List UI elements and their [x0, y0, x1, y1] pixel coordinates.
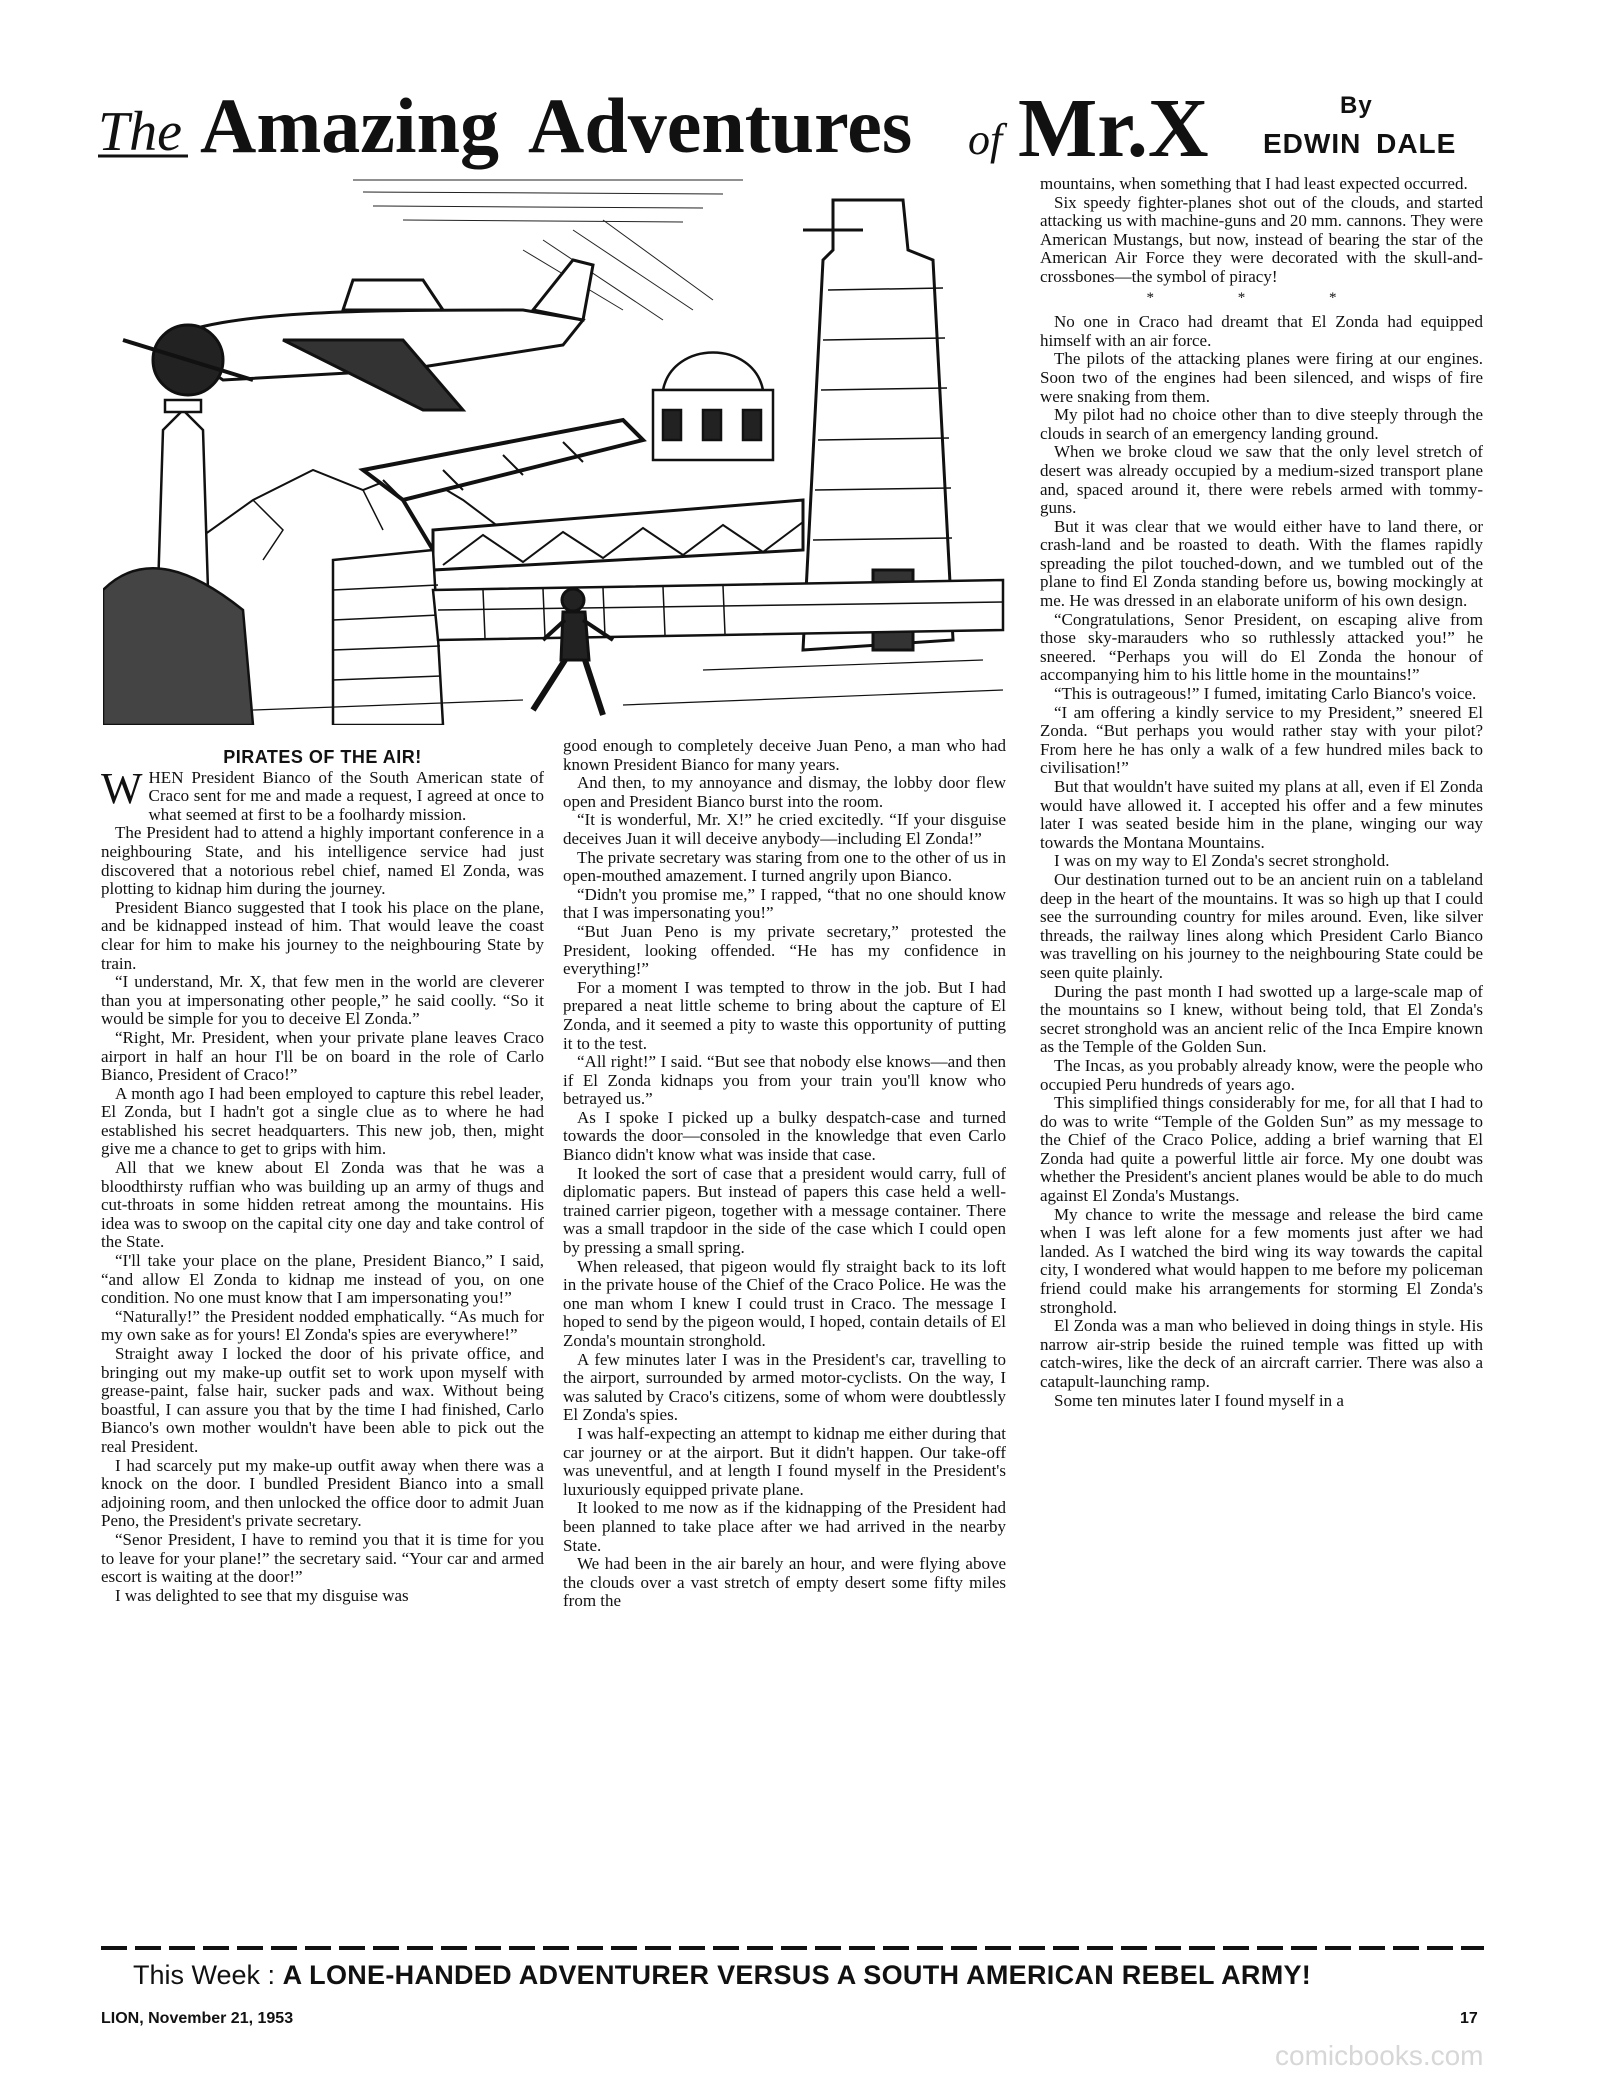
paragraph: I was delighted to see that my disguise was	[115, 1585, 409, 1605]
issue-date: LION, November 21, 1953	[101, 2010, 294, 2027]
paragraph: My chance to write the message and release the bird came when I was left alone for a few moments just after we had landed. As I watched the bird wing its way towards the capital city, I wondered what would happen to me before my policeman friend could make his arrangements for storming El Zonda's stronghold.	[1040, 1204, 1483, 1317]
paragraph: “But Juan Peno is my private secretary,” protested the President, looking offended. “He has my confidence in everything!”	[563, 921, 1006, 979]
paragraph: All that we knew about El Zonda was that he was a bloodthirsty ruffian who was building up an army of thugs and cut-throats in some hidden retreat among the mountains. His idea was to swoop on the capital city one day and take control of the State.	[101, 1158, 544, 1252]
title-lettering-art	[98, 70, 1258, 170]
paragraph: When we broke cloud we saw that the only level stretch of desert was already occupied by a medium-sized transport plane and, spaced around it, there were rebels armed with tommy-guns.	[1040, 442, 1483, 518]
paragraph: mountains, when something that I had least expected occurred.	[1040, 175, 1468, 193]
teaser-text: A LONE-HANDED ADVENTURER VERSUS A SOUTH AMERICAN REBEL ARMY!	[282, 1960, 1312, 1990]
article-column-3	[1040, 175, 1483, 1938]
paragraph: “I understand, Mr. X, that few men in the world are cleverer than you at impersonating other people,” he said coolly. “So it would be simple for you to deceive El Zonda.”	[101, 972, 544, 1029]
paragraph: I was half-expecting an attempt to kidnap me either during that car journey or at the airport. But it didn't happen. Our take-off was uneventful, and at length I found myself in the President's luxuriously equipped private plane.	[563, 1423, 1006, 1499]
paragraph: This simplified things considerably for me, for all that I had to do was to write “Temple of the Golden Sun” as my message to the Chief of the Craco Police, adding a brief warning that El Zonda had quite a powerful little air force. My one doubt was whether the President's ancient planes would be able to do much against El Zonda's Mustangs.	[1040, 1093, 1483, 1206]
paragraph: The Incas, as you probably already know, were the people who occupied Peru hundreds of years ago.	[1040, 1055, 1483, 1094]
svg-text:The: The	[98, 101, 182, 163]
paragraph: For a moment I was tempted to throw in the job. But I had prepared a neat little scheme to bring about the capture of El Zonda, and it seemed a pity to waste this opportunity of putting it to the test.	[563, 977, 1006, 1053]
paragraph: Straight away I locked the door of his private office, and bringing out my make-up outfit set to work upon myself with grease-paint, false hair, sucker pads and wax. Without being boastful, I can assure you that by the time I had finished, Carlo Bianco's own mother wouldn't have been able to pick out the real President.	[101, 1344, 544, 1456]
paragraph: I had scarcely put my make-up outfit away when there was a knock on the door. I bundled President Bianco into a small adjoining room, and then unlocked the office door to admit Juan Peno, the President's private secretary.	[101, 1455, 544, 1531]
paragraph: “This is outrageous!” I fumed, imitating Carlo Bianco's voice.	[1054, 684, 1477, 704]
paragraph: good enough to completely deceive Juan Peno, a man who had known President Bianco for many years.	[563, 737, 1006, 774]
paragraph: “Senor President, I have to remind you that it is time for you to leave for your plane!” the secretary said. “Your car and armed escort is waiting at the door!”	[101, 1529, 544, 1587]
paragraph: It looked the sort of case that a president would carry, full of diplomatic papers. But instead of papers this case held a well-trained carrier pigeon, together with a message container. There was a small trapdoor in the side of the case which I could open by pressing a small spring.	[563, 1163, 1006, 1258]
paragraph: No one in Craco had dreamt that El Zonda had equipped himself with an air force.	[1040, 312, 1483, 350]
paragraph: When released, that pigeon would fly straight back to its loft in the private house of the Chief of the Craco Police. He was the one man whom I knew I could trust in Craco. The message I hoped to send by the pigeon would, I hoped, contain details of El Zonda's mountain stronghold.	[563, 1256, 1006, 1350]
paragraph: But that wouldn't have suited my plans at all, even if El Zonda would have allowed it. I accepted his offer and a few minutes later I was seated beside him in the plane, winging our way towards the Montana Mountains.	[1040, 777, 1483, 852]
paragraph: “Naturally!” the President nodded emphatically. “As much for my own sake as for yours! El Zonda's spies are everywhere!”	[101, 1306, 544, 1345]
svg-text:Mr.X: Mr.X	[1018, 82, 1209, 170]
paragraph: President Bianco suggested that I took his place on the plane, and be kidnapped instead of him. That would leave the coast clear for him to make his journey to the neighbouring State by train.	[101, 897, 544, 973]
watermark: comicbooks.com	[1275, 2040, 1484, 2071]
paragraph: “Right, Mr. President, when your private plane leaves Craco airport in half an hour I'll be on board in the role of Carlo Bianco, President of Craco!”	[101, 1027, 544, 1085]
paragraph: “I'll take your place on the plane, President Bianco,” I said, “and allow El Zonda to kidnap me instead of you, on one condition. No one must know that I am impersonating you!”	[101, 1251, 544, 1308]
this-week-teaser	[133, 1960, 1493, 1991]
article-column-2	[563, 737, 1006, 1938]
paragraph: “All right!” I said. “But see that nobody else knows—and then if El Zonda kidnaps you from your train you'll know who betrayed us.”	[563, 1052, 1006, 1109]
section-break-stars: * * *	[1146, 289, 1377, 306]
paragraph-opening	[101, 763, 544, 825]
opening-text: HEN President Bianco of the South American state of Craco sent for me and made a request, I agreed at once to what seemed at first to be a foolhardy mission.	[148, 767, 544, 824]
paragraph: El Zonda was a man who believed in doing things in style. His narrow air-strip beside the ruined temple was fitted up with catch-wires, like the deck of an aircraft carrier. There was also a catapult-launching ramp.	[1040, 1316, 1483, 1391]
paragraph: And then, to my annoyance and dismay, the lobby door flew open and President Bianco burst into the room.	[563, 773, 1006, 811]
paragraph: We had been in the air barely an hour, and were flying above the clouds over a vast stretch of empty desert some fifty miles from the	[563, 1554, 1006, 1611]
masthead	[98, 70, 1538, 170]
paragraph: A few minutes later I was in the President's car, travelling to the airport, surrounded by armed motor-cyclists. On the way, I was saluted by Craco's citizens, some of whom were doubtlessly El Zonda's spies.	[563, 1349, 1006, 1425]
paragraph: During the past month I had swotted up a large-scale map of the mountains so I knew, without being told, that El Zonda's secret stronghold was an ancient relic of the Inca Empire known as the Temple of the Golden Sun.	[1040, 981, 1483, 1057]
paragraph: A month ago I had been employed to capture this rebel leader, El Zonda, but I hadn't got a single clue as to where he had established his secret headquarters. This new job, then, might give me a chance to get to grips with him.	[101, 1083, 544, 1159]
section-heading: PIRATES OF THE AIR!	[223, 748, 422, 767]
paragraph: But it was clear that we would either have to land there, or crash-land and be roasted to death. With the flames rapidly spreading the pilot touched-down, and we tumbled out of the plane to find El Zonda standing before us, bowing mockingly at me. He was dressed in an elaborate uniform of his own design.	[1040, 516, 1483, 611]
page-number: 17	[1460, 2010, 1478, 2027]
byline-by: By	[1340, 92, 1373, 119]
paragraph: Some ten minutes later I found myself in a	[1054, 1390, 1344, 1410]
illustration-plane-over-ruins	[103, 170, 1006, 725]
author-name: EDWIN DALE	[1263, 128, 1457, 159]
paragraph: As I spoke I picked up a bulky despatch-case and turned towards the door—consoled in the knowledge that even Carlo Bianco didn't know what was inside that case.	[563, 1107, 1006, 1165]
drop-cap: W	[101, 763, 143, 813]
paragraph: “Didn't you promise me,” I rapped, “that no one should know that I was impersonating you!”	[563, 884, 1006, 923]
paragraph: The President had to attend a highly important conference in a neighbouring State, and his intelligence service had just discovered that a notorious rebel chief, named El Zonda, was plotting to kidnap him during the journey.	[101, 823, 544, 899]
paragraph: “I am offering a kindly service to my President,” sneered El Zonda. “But perhaps you would rather stay with your pilot? From here he has only a walk of a few hundred miles back to civilisation!”	[1040, 702, 1483, 778]
paragraph: The pilots of the attacking planes were firing at our engines. Soon two of the engines had been silenced, and wisps of fire were snaking from them.	[1040, 349, 1483, 406]
dashed-rule	[101, 1946, 1484, 1950]
svg-text:Amazing: Amazing	[200, 82, 499, 169]
paragraph: Our destination turned out to be an ancient ruin on a tableland deep in the heart of the mountains. It was so high up that I could see the surrounding country for miles around. Even, like silver threads, the railway lines along which President Carlo Bianco was travelling on his journey to the neighbouring State could be seen quite plainly.	[1040, 869, 1483, 982]
svg-text:Adventures: Adventures	[528, 82, 913, 169]
teaser-label: This Week :	[133, 1960, 276, 1990]
paragraph: “It is wonderful, Mr. X!” he cried excitedly. “If your disguise deceives Juan it will deceive anybody—including El Zonda!”	[563, 810, 1006, 848]
paragraph: Six speedy fighter-planes shot out of the clouds, and started attacking us with machine-guns and 20 mm. cannons. They were American Mustangs, but now, instead of bearing the star of the American Air Force they were decorated with the skull-and-crossbones—the symbol of piracy!	[1040, 192, 1483, 286]
paragraph: The private secretary was staring from one to the other of us in open-mouthed amazement. I turned angrily upon Bianco.	[563, 847, 1006, 886]
paragraph: “Congratulations, Senor President, on escaping alive from those sky-marauders who so ruthlessly attacked you!” he sneered. “Perhaps you will do El Zonda the honour of accompanying him to his little home in the mountains!”	[1040, 609, 1483, 685]
svg-text:of: of	[968, 115, 1003, 164]
paragraph: I was on my way to El Zonda's secret stronghold.	[1054, 851, 1390, 871]
paragraph: My pilot had no choice other than to dive steeply through the clouds in search of an emergency landing ground.	[1040, 405, 1483, 443]
paragraph: It looked to me now as if the kidnapping of the President had been planned to take place after we had arrived in the nearby State.	[563, 1498, 1006, 1555]
article-column-1	[101, 748, 544, 1938]
